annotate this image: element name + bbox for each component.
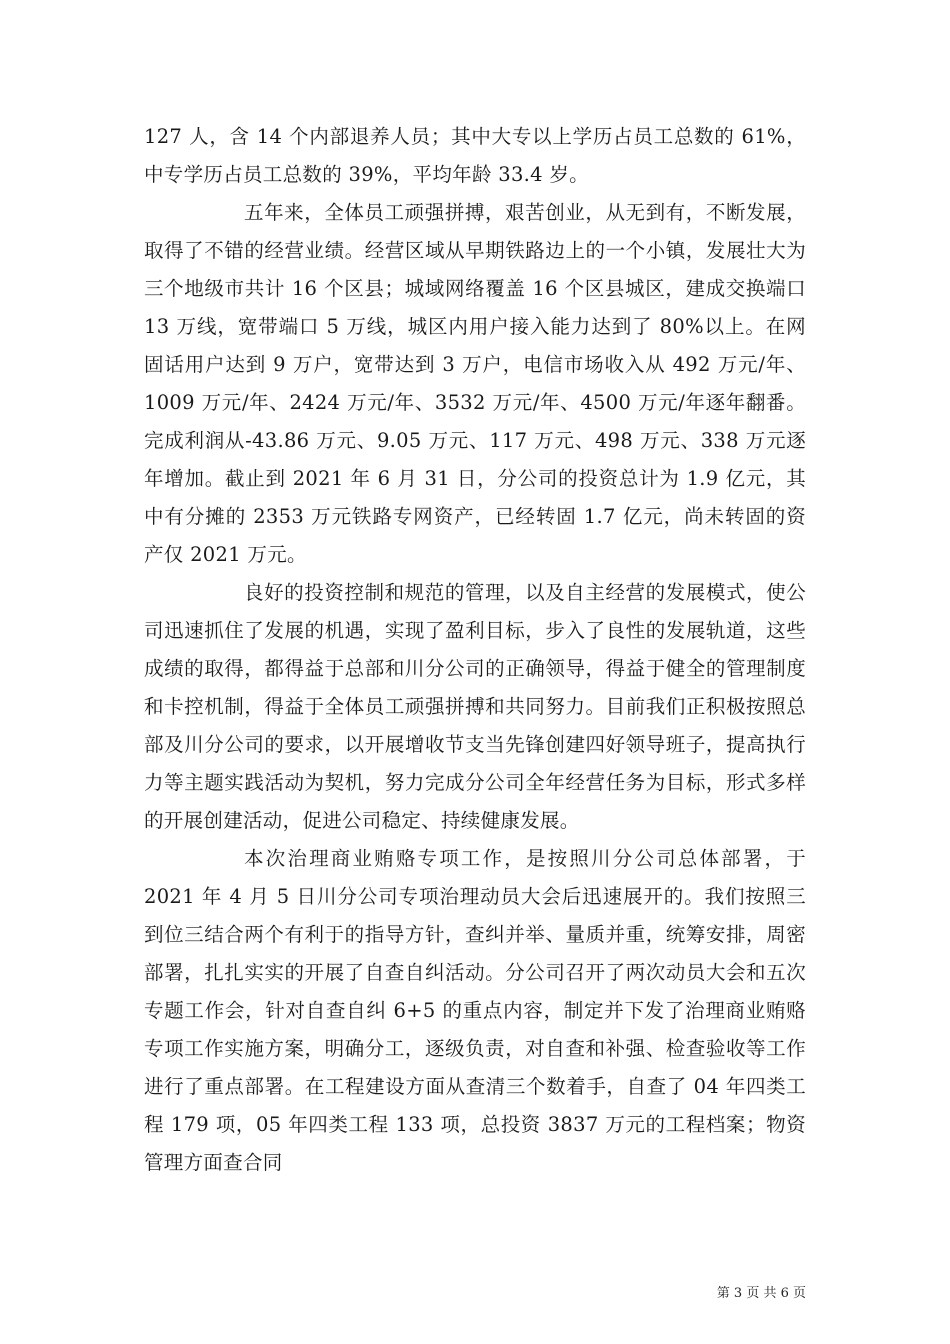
paragraph-five-years-performance: 五年来，全体员工顽强拼搏，艰苦创业，从无到有，不断发展，取得了不错的经营业绩。经营区域从早期铁路边上的一个小镇，发展壮大为三个地级市共计 16 个区县；城域网络覆盖 16 个区县城区，建成交换端口 13 万线，宽带端口 5 万线，城区内用户接入能力达到了 80%以上。在网固话用户达到 9 万户，宽带达到 3 万户，电信市场收入从 492 万元/年、1009 万元/年、2424 万元/年、3532 万元/年、4500 万元/年逐年翻番。完成利润从-43.86 万元、9.05 万元、117 万元、498 万元、338 万元逐年增加。截止到 2021 年 6 月 31 日，分公司的投资总计为 1.9 亿元，其中有分摊的 2353 万元铁路专网资产，已经转固 1.7 亿元，尚未转固的资产仅 2021 万元。 xyxy=(144,201,806,566)
paragraph-anti-bribery-work: 本次治理商业贿赂专项工作，是按照川分公司总体部署，于 2021 年 4 月 5 日川分公司专项治理动员大会后迅速展开的。我们按照三到位三结合两个有利于的指导方针，查纠并举、量质并重，统筹安排，周密部署，扎扎实实的开展了自查自纠活动。分公司召开了两次动员大会和五次专题工作会，针对自查自纠 6+5 的重点内容，制定并下发了治理商业贿赂专项工作实施方案，明确分工，逐级负责，对自查和补强、检查验收等工作进行了重点部署。在工程建设方面从查清三个数着手，自查了 04 年四类工程 179 项，05 年四类工程 133 项，总投资 3837 万元的工程档案；物资管理方面查合同 xyxy=(144,847,806,1174)
document-body xyxy=(144,118,806,1182)
paragraph-staff-summary: 127 人，含 14 个内部退养人员；其中大专以上学历占员工总数的 61%，中专学历占员工总数的 39%，平均年龄 33.4 岁。 xyxy=(144,125,806,186)
page-number-footer: 第 3 页 共 6 页 xyxy=(716,1286,806,1301)
paragraph-management-achievements: 良好的投资控制和规范的管理，以及自主经营的发展模式，使公司迅速抓住了发展的机遇，实现了盈利目标，步入了良性的发展轨道，这些成绩的取得，都得益于总部和川分公司的正确领导，得益于健全的管理制度和卡控机制，得益于全体员工顽强拼搏和共同努力。目前我们正积极按照总部及川分公司的要求，以开展增收节支当先锋创建四好领导班子，提高执行力等主题实践活动为契机，努力完成分公司全年经营任务为目标，形式多样的开展创建活动，促进公司稳定、持续健康发展。 xyxy=(144,581,806,832)
